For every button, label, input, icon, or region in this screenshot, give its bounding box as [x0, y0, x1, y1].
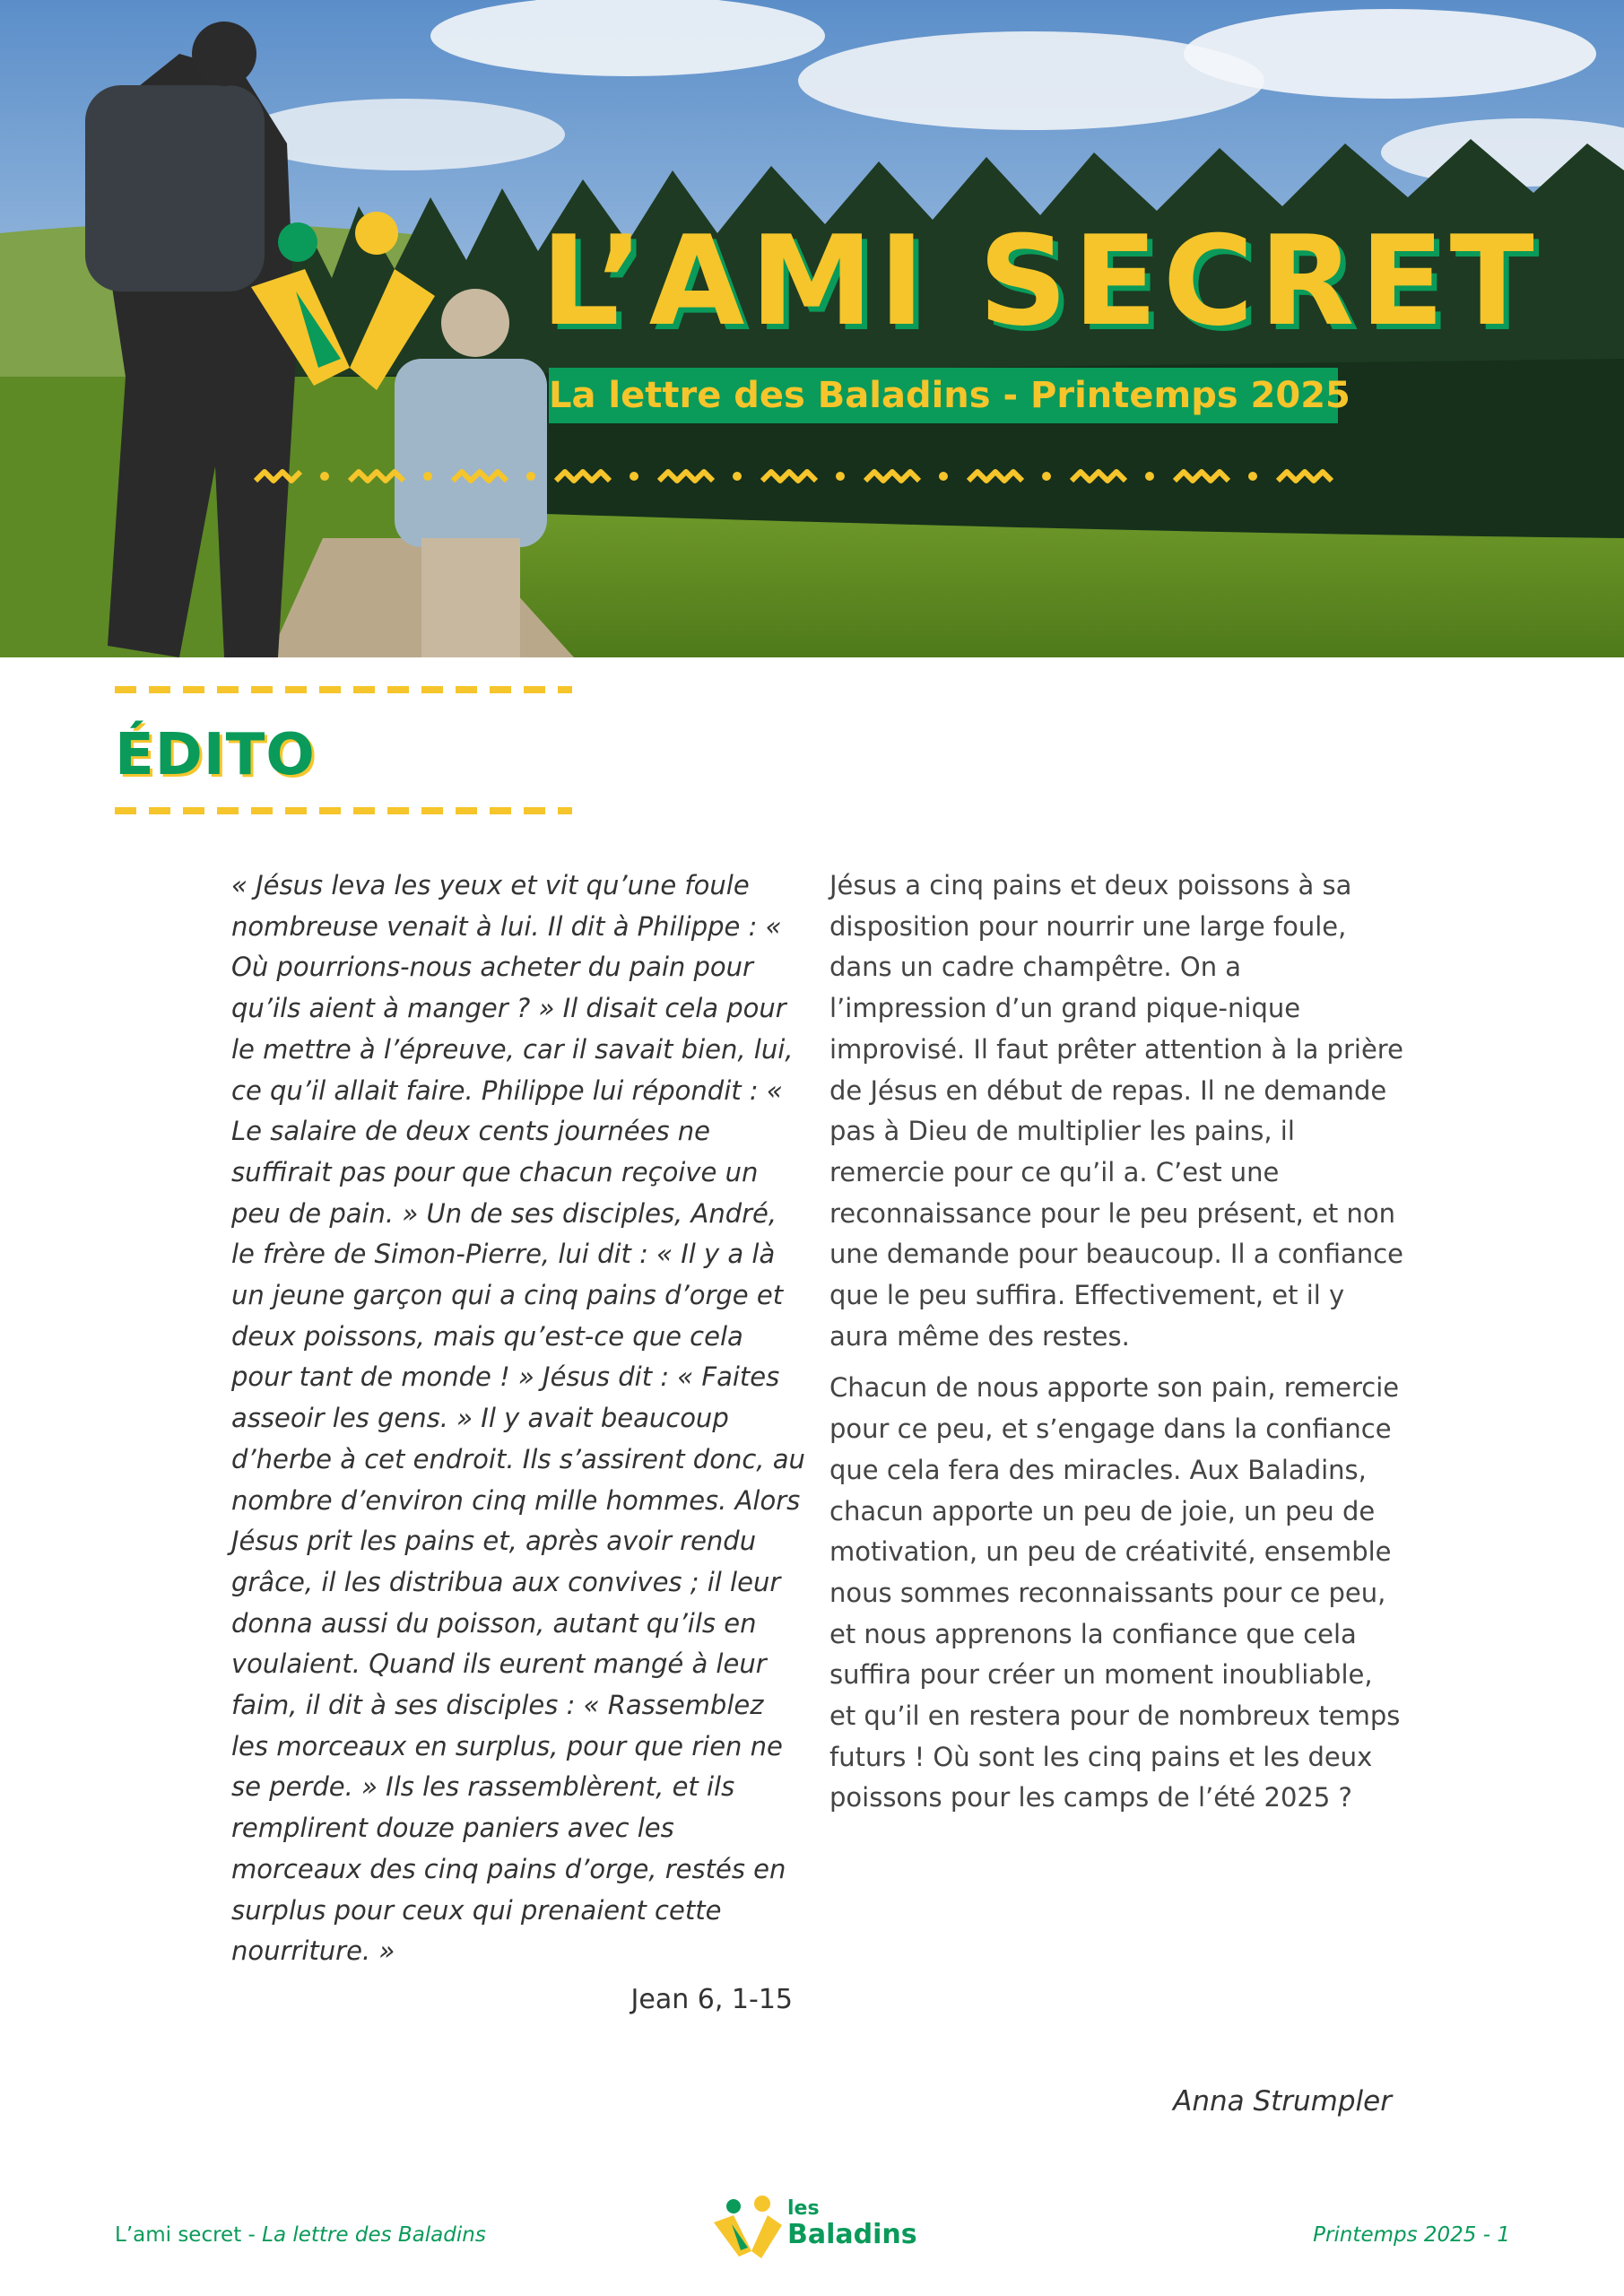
paragraph: Chacun de nous apporte son pain, remercie pour ce peu, et s’engage dans la confiance que cela fera des miracles. Aux Baladins, chacun apporte un peu de joie, un peu de motivation, un peu de créativité, ensemble nous sommes reconnaissants pour ce peu, et nous apprenons la confiance que cela suffira pour créer un moment inoubliable, et qu’il en restera pour de nombreux temps futurs ! Où sont les cinq pains et les deux poissons pour les camps de l’été 2025 ?	[829, 1372, 1401, 1813]
footer-page-info: Printemps 2025 - 1	[1313, 2223, 1510, 2247]
dashed-divider-bottom	[115, 807, 572, 814]
footer-publication-name: L’ami secret -	[115, 2223, 263, 2247]
logo-text-big: Baladins	[787, 2219, 917, 2250]
zigzag-divider-icon	[251, 465, 1350, 488]
dashed-divider-top	[115, 686, 572, 693]
footer-logo	[712, 2196, 918, 2258]
header-banner	[0, 0, 1624, 657]
logo-text-small: les	[787, 2197, 820, 2220]
editorial-text	[829, 865, 1403, 1830]
section-header	[115, 686, 572, 821]
baladins-logo-icon	[242, 206, 439, 413]
newsletter-title: L’AMI SECRET	[541, 209, 1540, 353]
bible-reference: Jean 6, 1-15	[630, 1984, 793, 2015]
newsletter-subtitle: La lettre des Baladins - Printemps 2025	[549, 368, 1338, 423]
footer-publication-subtitle: La lettre des Baladins	[262, 2223, 486, 2247]
baladins-small-logo-icon	[712, 2196, 784, 2258]
section-title: ÉDITO	[115, 722, 316, 788]
author-signature: Anna Strumpler	[1173, 2085, 1392, 2118]
paragraph: Jésus a cinq pains et deux poissons à sa disposition pour nourrir une large foule, dans un cadre champêtre. On a l’impression d’un grand pique-nique improvisé. Il faut prêter attention à la prière de Jésus en début de repas. Il ne demande pas à Dieu de multiplier les pains, il remercie pour ce qu’il a. C’est une reconnaissance pour le peu présent, et non une demande pour beaucoup. Il a confiance que le peu suffira. Effectivement, et il y aura même des restes.	[829, 870, 1404, 1352]
footer-publication	[115, 2223, 486, 2247]
bible-quote: « Jésus leva les yeux et vit qu’une foule nombreuse venait à lui. Il dit à Philippe : « Où pourrions-nous acheter du pain pour qu’ils aient à manger ? » Il disait cela pour le mettre à l’épreuve, car il savait bien, lui, ce qu’il allait faire. Philippe lui répondit : « Le salaire de deux cents journées ne suffirait pas pour que chacun reçoive un peu de pain. » Un de ses disciples, André, le frère de Simon-Pierre, lui dit : « Il y a là un jeune garçon qui a cinq pains d’orge et deux poissons, mais qu’est-ce que cela pour tant de monde ! » Jésus dit : « Faites asseoir les gens. » Il y avait beaucoup d’herbe à cet endroit. Ils s’assirent donc, au nombre d’environ cinq mille hommes. Alors Jésus prit les pains et, après avoir rendu grâce, il les distribua aux convives ; il leur donna aussi du poisson, autant qu’ils en voulaient. Quand ils eurent mangé à leur faim, il dit à ses disciples : « Rassemblez les morceaux en surplus, pour que rien ne se perde. » Ils les rassemblèrent, et ils remplirent douze paniers avec les morceaux des cinq pains d’orge, restés en surplus pour ceux qui prenaient cette nourriture. »	[231, 870, 805, 1967]
